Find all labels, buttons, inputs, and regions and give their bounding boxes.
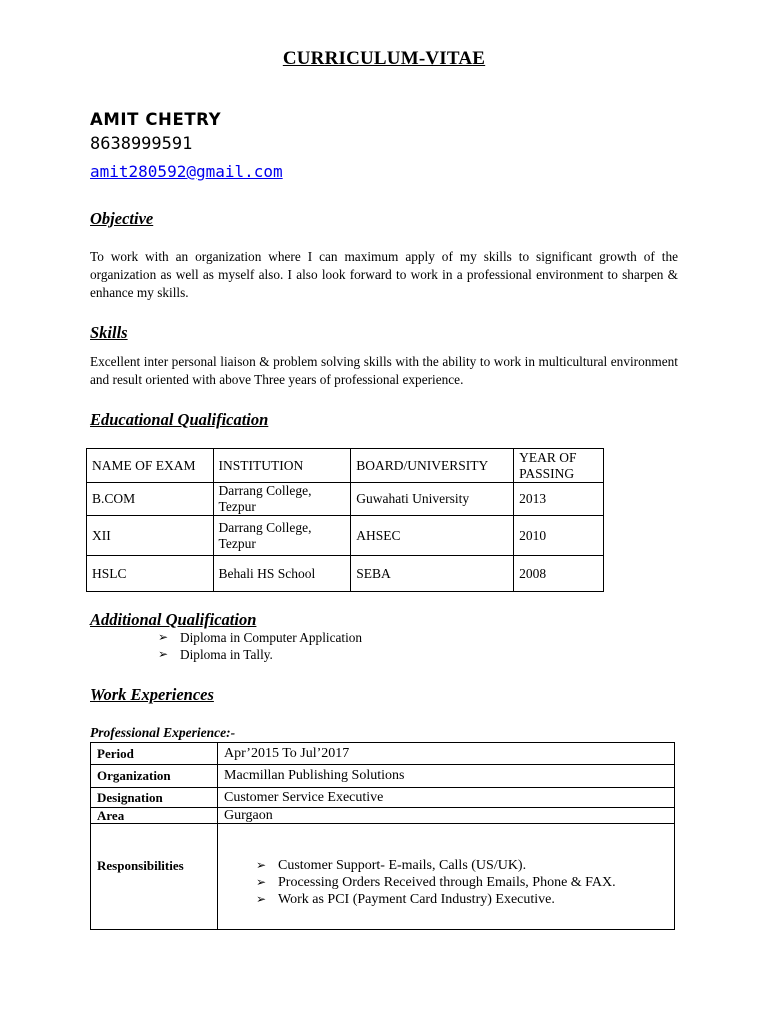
header-cell: INSTITUTION	[213, 449, 351, 483]
additional-list	[158, 629, 362, 663]
table-row	[91, 765, 675, 788]
table-cell: 2013	[514, 483, 604, 516]
skills-text: Excellent inter personal liaison & problem solving skills with the ability to work in multicultural environment and result oriented with above Three years of professional experience.	[90, 354, 678, 387]
area-label: Area	[91, 808, 218, 824]
header-cell: NAME OF EXAM	[87, 449, 214, 483]
document-title: CURRICULUM-VITAE	[282, 48, 486, 69]
organization-label: Organization	[91, 765, 218, 788]
arrow-bullet-icon: ➢	[256, 892, 267, 906]
email-link[interactable]: amit280592@gmail.com	[90, 162, 283, 181]
additional-heading: Additional Qualification	[90, 610, 257, 629]
responsibilities-value	[218, 824, 675, 930]
arrow-bullet-icon: ➢	[158, 647, 169, 661]
table-row	[91, 788, 675, 808]
table-row	[91, 808, 675, 824]
period-label: Period	[91, 743, 218, 765]
table-row	[91, 824, 675, 930]
area-value: Gurgaon	[218, 808, 675, 824]
list-item	[158, 629, 362, 646]
table-row	[87, 483, 604, 516]
designation-value: Customer Service Executive	[218, 788, 675, 808]
responsibilities-list	[224, 857, 668, 908]
arrow-bullet-icon: ➢	[158, 630, 169, 644]
responsibilities-label: Responsibilities	[91, 824, 218, 930]
list-item-text: Work as PCI (Payment Card Industry) Executive.	[278, 892, 555, 907]
table-cell: HSLC	[87, 556, 214, 592]
list-item-text: Diploma in Tally.	[180, 647, 273, 662]
table-cell: AHSEC	[351, 516, 514, 556]
skills-heading: Skills	[90, 323, 128, 342]
designation-label: Designation	[91, 788, 218, 808]
arrow-bullet-icon: ➢	[256, 858, 267, 872]
list-item	[158, 646, 362, 663]
phone-number: 8638999591	[90, 134, 193, 154]
table-row	[87, 556, 604, 592]
education-table	[86, 448, 604, 592]
organization-value: Macmillan Publishing Solutions	[218, 765, 675, 788]
candidate-name: AMIT CHETRY	[90, 110, 222, 129]
arrow-bullet-icon: ➢	[256, 875, 267, 889]
header-cell: YEAR OF PASSING	[514, 449, 604, 483]
list-item	[256, 857, 668, 874]
list-item-text: Processing Orders Received through Emails, Phone & FAX.	[278, 875, 616, 890]
work-heading: Work Experiences	[90, 685, 214, 704]
table-cell: B.COM	[87, 483, 214, 516]
table-cell: Darrang College, Tezpur	[213, 516, 351, 556]
objective-heading: Objective	[90, 209, 154, 228]
period-value: Apr’2015 To Jul’2017	[218, 743, 675, 765]
list-item-text: Customer Support- E-mails, Calls (US/UK).	[278, 858, 527, 873]
list-item	[256, 891, 668, 908]
list-item	[256, 874, 668, 891]
table-row	[87, 516, 604, 556]
table-cell: Behali HS School	[213, 556, 351, 592]
table-cell: 2008	[514, 556, 604, 592]
work-experience-table	[90, 742, 675, 930]
table-row	[91, 743, 675, 765]
header-cell: BOARD/UNIVERSITY	[351, 449, 514, 483]
list-item-text: Diploma in Computer Application	[180, 630, 363, 645]
table-cell: XII	[87, 516, 214, 556]
objective-text: To work with an organization where I can maximum apply of my skills to significant growth of the organization as well as myself also. I also look forward to work in a professional environment to sharpen & enhance my skills.	[90, 249, 678, 300]
professional-experience-subheading: Professional Experience:-	[90, 725, 236, 740]
table-cell: SEBA	[351, 556, 514, 592]
table-cell: 2010	[514, 516, 604, 556]
table-cell: Darrang College, Tezpur	[213, 483, 351, 516]
education-heading: Educational Qualification	[90, 410, 269, 429]
table-header-row	[87, 449, 604, 483]
table-cell: Guwahati University	[351, 483, 514, 516]
